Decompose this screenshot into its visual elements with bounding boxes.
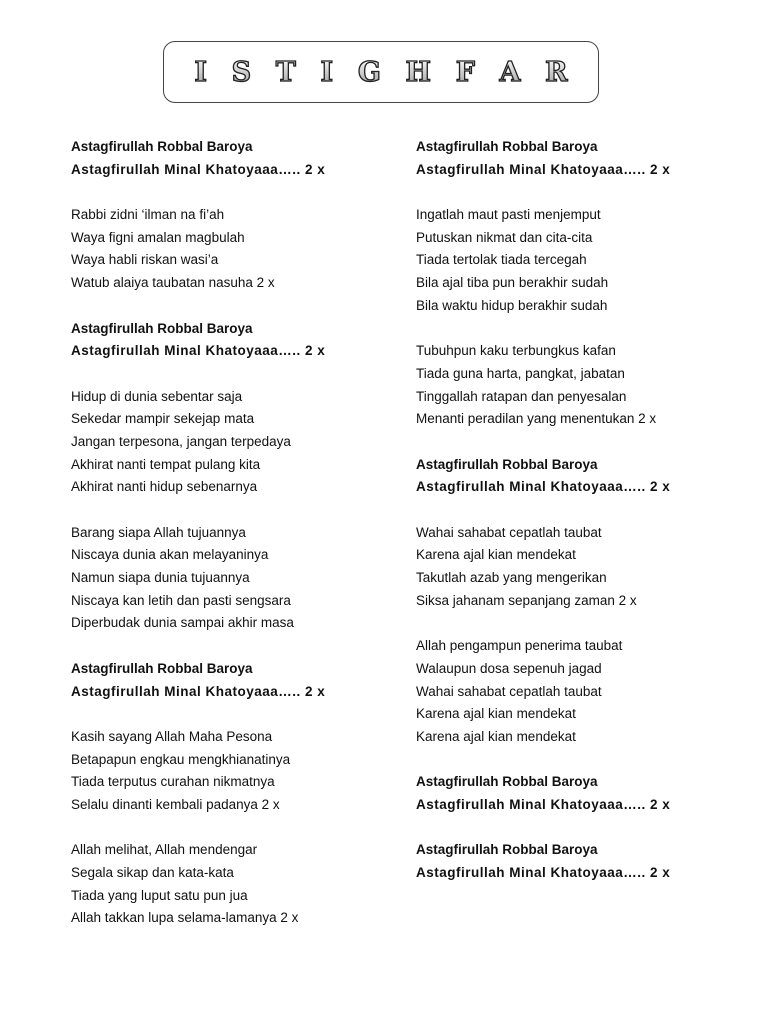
title-letter: G — [357, 56, 381, 88]
lyric-line: Ingatlah maut pasti menjemput — [416, 207, 601, 223]
title-letter: H — [405, 56, 432, 88]
lyric-line: Rabbi zidni ‘ilman na fi’ah — [71, 207, 225, 223]
lyric-line: Karena ajal kian mendekat — [416, 728, 576, 744]
lyric-line: Kasih sayang Allah Maha Pesona — [71, 728, 273, 744]
chorus-line: Astagfirullah Minal Khatoyaaa….. 2 x — [71, 343, 326, 359]
lyric-line: Barang siapa Allah tujuannya — [71, 524, 246, 540]
blank-line — [71, 363, 401, 386]
lyric-line: Wahai sahabat cepatlah taubat — [416, 524, 602, 540]
blank-line — [71, 635, 401, 658]
title-banner — [163, 41, 599, 103]
lyric-line: Allah pengampun penerima taubat — [416, 638, 623, 654]
title-letter: I — [194, 56, 207, 88]
lyric-line: Wahai sahabat cepatlah taubat — [416, 683, 602, 699]
lyric-line: Hidup di dunia sebentar saja — [71, 388, 243, 404]
blank-line — [416, 612, 746, 635]
blank-line — [71, 181, 401, 204]
chorus-line: Astagfirullah Robbal Baroya — [416, 139, 598, 154]
lyric-line: Tiada tertolak tiada tercegah — [416, 252, 587, 268]
title-letter: I — [320, 56, 334, 88]
lyric-line: Akhirat nanti tempat pulang kita — [71, 456, 261, 472]
lyric-line: Sekedar mampir sekejap mata — [71, 411, 255, 427]
blank-line — [416, 181, 746, 204]
lyric-line: Watub alaiya taubatan nasuha 2 x — [71, 275, 275, 291]
lyric-line: Menanti peradilan yang menentukan 2 x — [416, 411, 657, 427]
lyric-line: Allah melihat, Allah mendengar — [71, 842, 258, 858]
blank-line — [416, 749, 746, 772]
lyric-line: Akhirat nanti hidup sebenarnya — [71, 479, 258, 495]
blank-line — [71, 499, 401, 522]
title-letter: R — [545, 56, 568, 88]
chorus-line: Astagfirullah Minal Khatoyaaa….. 2 x — [71, 683, 326, 699]
lyric-line: Tiada guna harta, pangkat, jabatan — [416, 365, 625, 381]
chorus-line: Astagfirullah Minal Khatoyaaa….. 2 x — [416, 865, 671, 880]
chorus-line: Astagfirullah Robbal Baroya — [71, 320, 253, 336]
chorus-line: Astagfirullah Minal Khatoyaaa….. 2 x — [416, 479, 671, 495]
title-letter: S — [231, 56, 252, 88]
lyric-line: Betapapun engkau mengkhianatinya — [71, 751, 291, 767]
lyric-line: Waya figni amalan magbulah — [71, 229, 245, 245]
lyrics-column-right — [416, 136, 746, 885]
lyric-line: Tiada terputus curahan nikmatnya — [71, 774, 275, 790]
lyric-line: Tubuhpun kaku terbungkus kafan — [416, 343, 616, 359]
lyric-line: Allah takkan lupa selama-lamanya 2 x — [71, 910, 299, 926]
lyric-line: Bila ajal tiba pun berakhir sudah — [416, 275, 609, 291]
lyric-line: Tinggallah ratapan dan penyesalan — [416, 388, 627, 404]
blank-line — [416, 318, 746, 341]
lyrics-column-left — [71, 136, 401, 930]
lyric-line: Karena ajal kian mendekat — [416, 547, 576, 563]
blank-line — [71, 295, 401, 318]
lyric-line: Diperbudak dunia sampai akhir masa — [71, 615, 294, 631]
lyric-line: Bila waktu hidup berakhir sudah — [416, 297, 608, 313]
lyric-line: Segala sikap dan kata-kata — [71, 865, 234, 880]
lyric-line: Namun siapa dunia tujuannya — [71, 570, 250, 586]
chorus-line: Astagfirullah Minal Khatoyaaa….. 2 x — [71, 161, 326, 177]
blank-line — [416, 499, 746, 522]
lyric-line: Takutlah azab yang mengerikan — [416, 570, 607, 586]
blank-line — [71, 703, 401, 726]
lyric-line: Siksa jahanam sepanjang zaman 2 x — [416, 592, 637, 608]
lyric-line: Niscaya kan letih dan pasti sengsara — [71, 592, 291, 608]
lyric-line: Selalu dinanti kembali padanya 2 x — [71, 796, 280, 812]
blank-line — [416, 817, 746, 840]
lyric-line: Karena ajal kian mendekat — [416, 706, 576, 722]
title-letter: F — [455, 56, 475, 88]
chorus-line: Astagfirullah Robbal Baroya — [416, 456, 598, 472]
chorus-line: Astagfirullah Robbal Baroya — [71, 660, 253, 676]
chorus-line: Astagfirullah Robbal Baroya — [416, 774, 598, 790]
blank-line — [71, 817, 401, 840]
lyric-line: Niscaya dunia akan melayaninya — [71, 547, 269, 563]
chorus-line: Astagfirullah Robbal Baroya — [71, 139, 253, 154]
blank-line — [416, 431, 746, 454]
lyric-line: Walaupun dosa sepenuh jagad — [416, 660, 602, 676]
chorus-line: Astagfirullah Minal Khatoyaaa….. 2 x — [416, 796, 671, 812]
lyric-line: Jangan terpesona, jangan terpedaya — [71, 433, 291, 449]
title-letter: T — [275, 56, 296, 88]
lyric-line: Putuskan nikmat dan cita-cita — [416, 229, 593, 245]
title-letter: A — [499, 56, 521, 88]
lyric-line: Waya habli riskan wasi’a — [71, 252, 219, 268]
chorus-line: Astagfirullah Robbal Baroya — [416, 842, 598, 858]
lyric-line: Tiada yang luput satu pun jua — [71, 887, 248, 903]
chorus-line: Astagfirullah Minal Khatoyaaa….. 2 x — [416, 161, 671, 177]
